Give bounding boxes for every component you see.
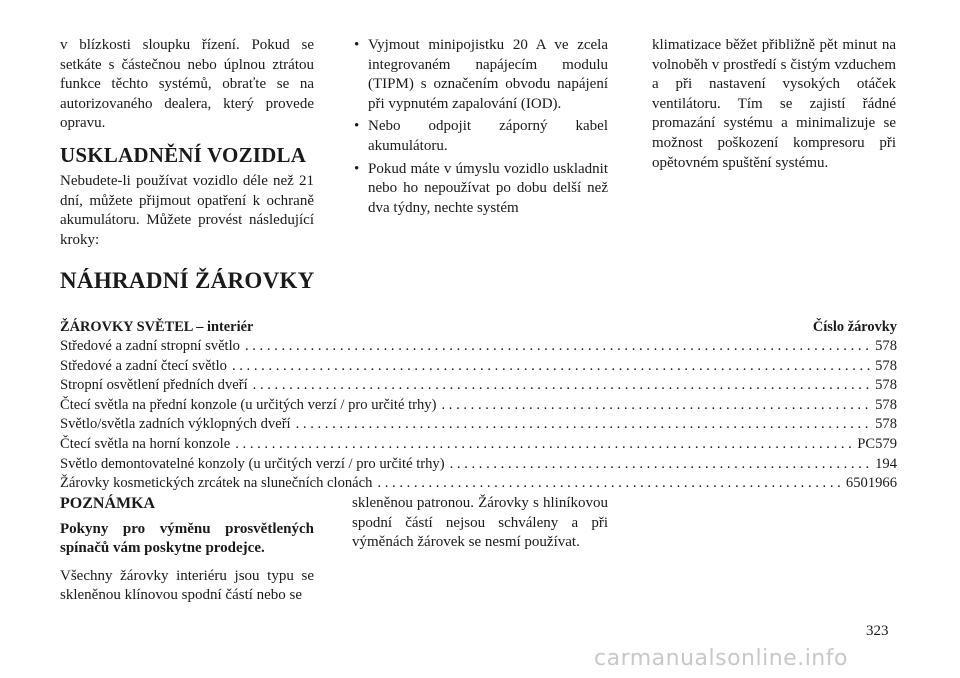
bulb-number: 578 xyxy=(875,377,897,394)
bulb-table-header-left: ŽÁROVKY SVĚTEL – interiér xyxy=(60,319,254,335)
climate-paragraph: klimatizace běžet přibližně pět minut na volnoběh v prostředí s čistým vzduchem a při nastavení vysokých otáček ventilátoru. Tím se zajistí řádné promazání systému a minimalizuje se možnost poškození kompresoru při opětovném spuštění systému. xyxy=(652,37,896,171)
bulb-label: Středové a zadní stropní světlo xyxy=(60,338,240,354)
bullet-icon: • xyxy=(354,37,360,53)
bulb-number: 578 xyxy=(875,338,897,354)
bulb-number: 578 xyxy=(875,357,897,374)
bulb-number: PC579 xyxy=(857,435,897,452)
vehicle-storage-paragraph: Nebudete-li používat vozidlo déle než 21 dní, můžete přijmout opatření k ochraně akumulátoru. Můžete provést následující kroky: xyxy=(60,172,314,248)
bulb-label: Středové a zadní čtecí světlo xyxy=(60,357,227,374)
dot-leader xyxy=(441,396,870,416)
dot-leader xyxy=(253,376,870,396)
bulb-table-header-right: Číslo žárovky xyxy=(812,319,897,335)
bulb-label: Čtecí světla na přední konzole (u určitých verzí / pro určité trhy) xyxy=(60,396,437,413)
bulb-number: 6501966 xyxy=(845,475,897,492)
bulb-table-header xyxy=(60,317,897,337)
vehicle-storage-heading: USKLADNĚNÍ VOZIDLA xyxy=(60,142,307,167)
bullet-icon: • xyxy=(354,118,360,135)
dot-leader xyxy=(232,357,870,377)
table-row xyxy=(60,376,897,396)
column-left xyxy=(60,36,314,250)
column-right xyxy=(652,36,896,173)
note-bold-text: Pokyny pro výměnu prosvětlených spínačů vám poskytne prodejce. xyxy=(60,520,314,557)
list-item xyxy=(352,160,608,219)
bulb-label: Světlo/světla zadních výklopných dveří xyxy=(60,416,291,433)
section-title: NÁHRADNÍ ŽÁROVKY xyxy=(60,268,315,293)
list-item-text: Vyjmout minipojistku 20 A ve zcela integrovaném napájecím modulu (TIPM) s označením obvodu napájení při vypnutém zapalování (IOD). xyxy=(368,37,608,112)
list-item xyxy=(352,117,608,156)
dot-leader xyxy=(450,455,871,475)
bulb-table xyxy=(60,317,897,494)
storage-steps-list xyxy=(352,36,608,218)
bullet-icon: • xyxy=(354,160,360,177)
bulb-number: 578 xyxy=(875,396,897,413)
bulb-label: Stropní osvětlení předních dveří xyxy=(60,377,248,394)
watermark: carmanualsonline.info xyxy=(594,646,848,671)
column-middle xyxy=(352,36,608,221)
page-number: 323 xyxy=(866,623,889,639)
table-row xyxy=(60,435,897,455)
list-item-text: Nebo odpojit záporný kabel akumulátoru. xyxy=(368,118,608,154)
note-box xyxy=(60,494,314,606)
note-title: POZNÁMKA xyxy=(60,495,156,512)
note-text: Všechny žárovky interiéru jsou typu se skleněnou klínovou spodní částí nebo se xyxy=(60,567,314,604)
bulb-label: Čtecí světla na horní konzole xyxy=(60,435,231,452)
dot-leader xyxy=(245,337,870,357)
bulb-number: 578 xyxy=(875,416,897,433)
intro-paragraph: v blízkosti sloupku řízení. Pokud se setkáte s částečnou nebo úplnou ztrátou funkce těchto systémů, obraťte se na autorizovaného dealera, který provede opravu. xyxy=(60,37,314,132)
table-row xyxy=(60,337,897,357)
list-item xyxy=(352,36,608,114)
bulb-label: Světlo demontovatelné konzoly (u určitých verzí / pro určité trhy) xyxy=(60,455,445,472)
dot-leader xyxy=(235,435,852,455)
list-item-text: Pokud máte v úmyslu vozidlo uskladnit nebo ho nepoužívat po dobu delší než dva týdny, nechte systém xyxy=(368,160,608,216)
table-row xyxy=(60,474,897,494)
note-continuation: skleněnou patronou. Žárovky s hliníkovou spodní částí nejsou schváleny a při výměnách žárovek se nesmí používat. xyxy=(352,495,608,551)
dot-leader xyxy=(377,474,841,494)
table-row xyxy=(60,357,897,377)
bulb-label: Žárovky kosmetických zrcátek na slunečních clonách xyxy=(60,475,373,492)
table-row xyxy=(60,455,897,475)
bulb-number: 194 xyxy=(875,455,897,472)
table-row xyxy=(60,415,897,435)
dot-leader xyxy=(296,415,871,435)
table-row xyxy=(60,396,897,416)
